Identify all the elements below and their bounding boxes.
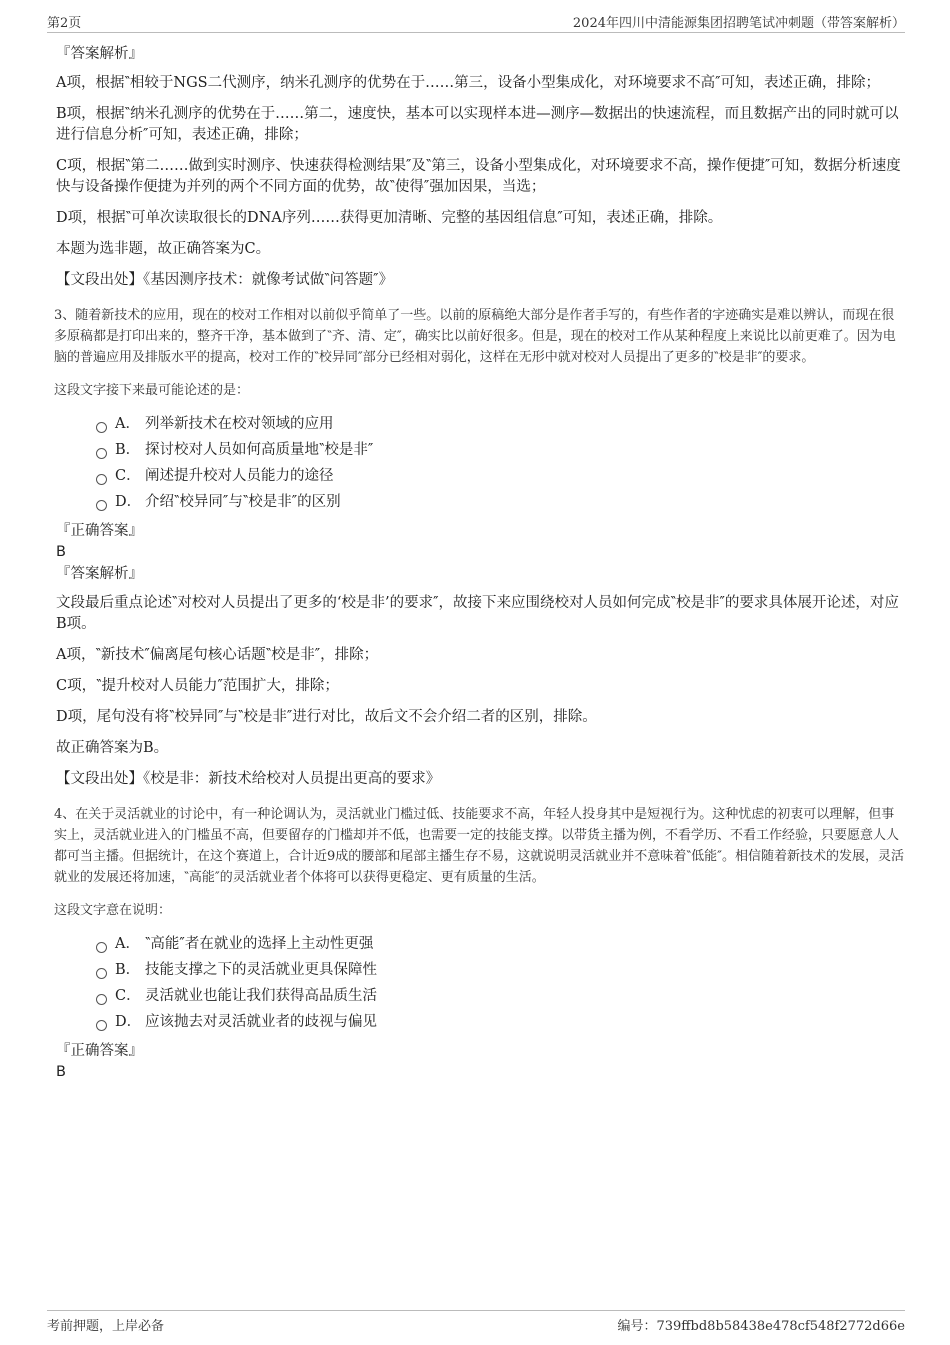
option-letter: D． [115,1014,142,1030]
q4-option-b[interactable] [96,957,905,983]
page-header [47,12,905,33]
option-text: 列举新技术在校对领域的应用 [145,416,334,432]
q4-option-d[interactable] [96,1009,905,1035]
q2-analysis-d: D项，根据‶可单次读取很长的DNA序列……获得更加清晰、完整的基因组信息″可知，表述正确，排除。 [56,210,723,226]
q2-analysis-b: B项，根据‶纳米孔测序的优势在于……第二，速度快，基本可以实现样本进—测序—数据出的快速流程，而且数据产出的同时就可以进行信息分析″可知，表述正确，排除； [56,106,899,143]
q2-analysis-c: C项，根据‶第二……做到实时测序、快速获得检测结果″及‶第三，设备小型集成化，对环境要求不高，操作便捷″可知，数据分析速度快与设备操作便捷为并列的两个不同方面的优势，故‶使得″强加因果，当选； [56,158,901,195]
radio-icon[interactable] [96,422,107,433]
q3-analysis-d: D项，尾句没有将‶校异同″与‶校是非″进行对比，故后文不会介绍二者的区别，排除。 [56,709,597,725]
q3-option-d[interactable] [96,489,905,515]
q4-answer: B [56,1064,66,1080]
q3-option-a[interactable] [96,411,905,437]
option-text: 介绍‶校异同″与‶校是非″的区别 [145,494,341,510]
q3-question-text: 3、随着新技术的应用，现在的校对工作相对以前似乎简单了一些。以前的原稿绝大部分是作者手写的，有些作者的字迹确实是难以辨认，而现在很多原稿都是打印出来的，整齐干净，基本做到了‶齐、清、定″，确实比以前好很多。但是，现在的校对工作从某种程度上来说比以前更难了。因为电脑的普遍应用及排版水平的提高，校对工作的‶校异同″部分已经相对弱化，这样在无形中就对校对人员提出了更多的‶校是非″的要求。 [54,308,896,365]
q3-options [96,411,905,515]
page-number: 第2页 [47,16,82,31]
q2-conclusion: 本题为选非题，故正确答案为C。 [56,241,271,257]
page-content [56,44,905,1084]
q4-prompt: 这段文字意在说明： [54,903,172,918]
option-letter: B． [115,962,141,978]
radio-icon[interactable] [96,968,107,979]
footer-slogan: 考前押题，上岸必备 [47,1319,165,1334]
q2-analysis-label: 『答案解析』 [56,46,143,62]
q3-analysis-c: C项，‶提升校对人员能力″范围扩大，排除； [56,678,339,694]
q3-answer-label: 『正确答案』 [56,523,143,539]
option-text: 灵活就业也能让我们获得高品质生活 [145,988,377,1004]
option-letter: C． [115,988,141,1004]
q4-option-c[interactable] [96,983,905,1009]
option-text: 阐述提升校对人员能力的途径 [145,468,334,484]
radio-icon[interactable] [96,474,107,485]
option-letter: B． [115,442,141,458]
q3-analysis-main: 文段最后重点论述‶对校对人员提出了更多的‘校是非’的要求″，故接下来应围绕校对人员如何完成‶校是非″的要求具体展开论述，对应B项。 [56,595,899,632]
option-text: 技能支撑之下的灵活就业更具保障性 [145,962,377,978]
q4-answer-label: 『正确答案』 [56,1043,143,1059]
q3-prompt: 这段文字接下来最可能论述的是： [54,383,250,398]
q3-option-c[interactable] [96,463,905,489]
q2-analysis-a: A项，根据‶相较于NGS二代测序，纳米孔测序的优势在于……第三，设备小型集成化，对环境要求不高″可知，表述正确，排除； [56,75,881,91]
q4-option-a[interactable] [96,931,905,957]
option-text: 应该抛去对灵活就业者的歧视与偏见 [145,1014,377,1030]
option-letter: A． [115,936,140,952]
q2-source: 【文段出处】《基因测序技术：就像考试做‶问答题″》 [56,272,394,288]
option-letter: D． [115,494,142,510]
q3-answer: B [56,544,66,560]
document-serial: 编号：739ffbd8b58438e478cf548f2772d66e [617,1319,905,1334]
q4-options [96,931,905,1035]
option-letter: A． [115,416,140,432]
q4-question-text: 4、在关于灵活就业的讨论中，有一种论调认为，灵活就业门槛过低、技能要求不高，年轻人投身其中是短视行为。这种忧虑的初衷可以理解，但事实上，灵活就业进入的门槛虽不高，但要留存的门槛却并不低，也需要一定的技能支撑。以带货主播为例，不看学历、不看工作经验，只要愿意人人都可当主播。但据统计，在这个赛道上，合计近9成的腰部和尾部主播生存不易，这就说明灵活就业并不意味着‶低能″。相信随着新技术的发展，灵活就业的发展还将加速，‶高能″的灵活就业者个体将可以获得更稳定、更有质量的生活。 [54,807,904,885]
radio-icon[interactable] [96,500,107,511]
option-letter: C． [115,468,141,484]
radio-icon[interactable] [96,448,107,459]
q3-analysis-a: A项，‶新技术″偏离尾句核心话题‶校是非″，排除； [56,647,379,663]
option-text: 探讨校对人员如何高质量地‶校是非″ [145,442,374,458]
q3-conclusion: 故正确答案为B。 [56,740,169,756]
q3-analysis-label: 『答案解析』 [56,566,143,582]
q3-source: 【文段出处】《校是非：新技术给校对人员提出更高的要求》 [56,771,441,787]
radio-icon[interactable] [96,942,107,953]
radio-icon[interactable] [96,994,107,1005]
q3-option-b[interactable] [96,437,905,463]
page-footer [47,1310,905,1337]
radio-icon[interactable] [96,1020,107,1031]
option-text: ‶高能″者在就业的选择上主动性更强 [145,936,374,952]
document-title: 2024年四川中清能源集团招聘笔试冲刺题（带答案解析） [572,16,905,31]
